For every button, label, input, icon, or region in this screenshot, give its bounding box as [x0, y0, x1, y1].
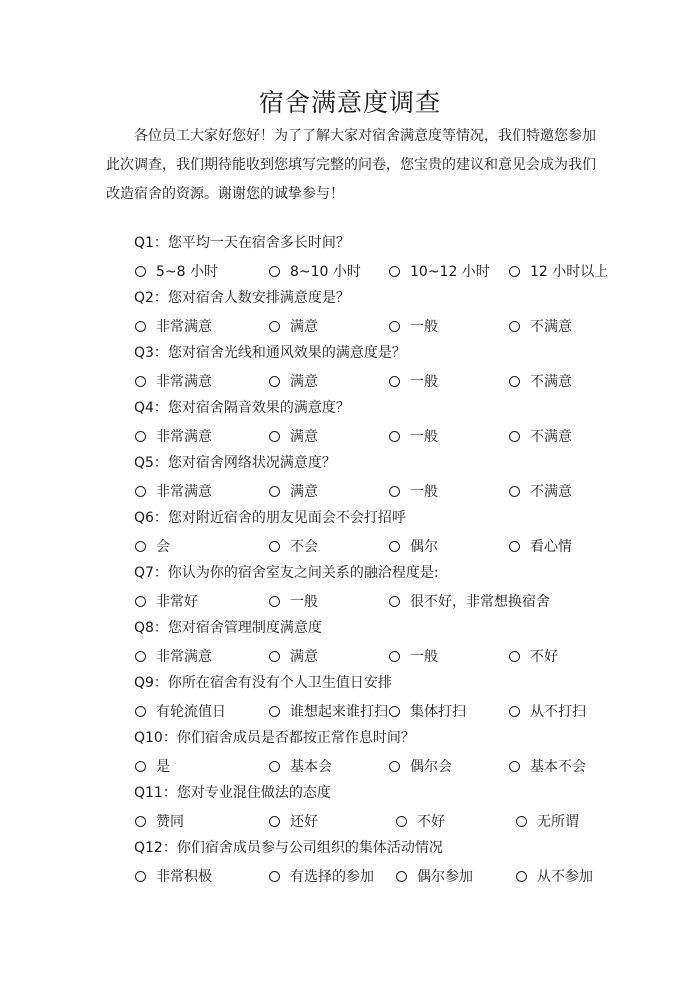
answer-option[interactable] — [509, 315, 572, 337]
answer-option[interactable] — [269, 315, 318, 337]
answer-option[interactable] — [516, 810, 579, 832]
question-text: Q9：你所在宿舍有没有个人卫生值日安排 — [134, 675, 392, 691]
radio-circle-icon[interactable] — [269, 706, 280, 717]
option-label: 偶尔 — [410, 539, 438, 555]
option-label: 有选择的参加 — [290, 869, 374, 885]
question-text: Q11：您对专业混住做法的态度 — [134, 785, 331, 801]
option-label: 非常满意 — [156, 429, 212, 445]
option-label: 满意 — [290, 319, 318, 335]
answer-option[interactable] — [269, 810, 318, 832]
radio-circle-icon[interactable] — [269, 761, 280, 772]
option-label: 集体打扫 — [410, 704, 466, 720]
option-label: 有轮流值日 — [156, 704, 226, 720]
answer-option[interactable] — [389, 645, 438, 667]
intro-paragraph — [106, 122, 600, 209]
answer-option[interactable] — [135, 315, 212, 337]
answer-option[interactable] — [389, 480, 438, 502]
answer-option[interactable] — [516, 865, 593, 887]
option-label: 非常满意 — [156, 319, 212, 335]
radio-circle-icon[interactable] — [516, 816, 527, 827]
question-text: Q4：您对宿舍隔音效果的满意度？ — [134, 400, 350, 416]
radio-circle-icon[interactable] — [389, 376, 400, 387]
answer-option[interactable] — [269, 425, 318, 447]
answer-option[interactable] — [269, 700, 388, 722]
radio-circle-icon[interactable] — [269, 816, 280, 827]
radio-circle-icon[interactable] — [509, 706, 520, 717]
option-label: 5~8 小时 — [156, 264, 218, 280]
answer-options — [132, 810, 612, 832]
radio-circle-icon[interactable] — [509, 651, 520, 662]
answer-option[interactable] — [509, 755, 586, 777]
answer-option[interactable] — [135, 810, 184, 832]
radio-circle-icon[interactable] — [509, 761, 520, 772]
answer-option[interactable] — [509, 645, 558, 667]
question-5 — [132, 452, 612, 507]
answer-option[interactable] — [509, 480, 572, 502]
intro-line: 改造宿舍的资源。谢谢您的诚挚参与！ — [106, 186, 344, 202]
radio-circle-icon[interactable] — [396, 816, 407, 827]
question-6 — [132, 507, 612, 562]
intro-line: 此次调查，我们期待能收到您填写完整的问卷，您宝贵的建议和意见会成为我们 — [106, 157, 596, 173]
radio-circle-icon[interactable] — [135, 266, 146, 277]
radio-circle-icon[interactable] — [135, 761, 146, 772]
option-label: 一般 — [410, 484, 438, 500]
option-label: 满意 — [290, 374, 318, 390]
answer-options — [132, 480, 612, 502]
radio-circle-icon[interactable] — [135, 376, 146, 387]
option-label: 不好 — [530, 649, 558, 665]
answer-option[interactable] — [135, 590, 198, 612]
radio-circle-icon[interactable] — [269, 596, 280, 607]
option-label: 非常积极 — [156, 869, 212, 885]
option-label: 不满意 — [530, 484, 572, 500]
answer-option[interactable] — [269, 535, 318, 557]
answer-option[interactable] — [509, 260, 608, 282]
question-7 — [132, 562, 612, 617]
option-label: 满意 — [290, 649, 318, 665]
radio-circle-icon[interactable] — [269, 321, 280, 332]
answer-option[interactable] — [135, 260, 218, 282]
radio-circle-icon[interactable] — [509, 431, 520, 442]
radio-circle-icon[interactable] — [269, 541, 280, 552]
option-label: 12 小时以上 — [530, 264, 609, 280]
option-label: 基本不会 — [530, 759, 586, 775]
option-label: 不会 — [290, 539, 318, 555]
question-11 — [132, 782, 612, 837]
question-1 — [132, 232, 612, 287]
answer-options — [132, 535, 612, 557]
option-label: 偶尔参加 — [417, 869, 473, 885]
answer-options — [132, 370, 612, 392]
question-10 — [132, 727, 612, 782]
radio-circle-icon[interactable] — [389, 651, 400, 662]
option-label: 不满意 — [530, 429, 572, 445]
radio-circle-icon[interactable] — [135, 486, 146, 497]
answer-option[interactable] — [509, 535, 572, 557]
radio-circle-icon[interactable] — [135, 651, 146, 662]
option-label: 满意 — [290, 484, 318, 500]
answer-option[interactable] — [135, 370, 212, 392]
answer-option[interactable] — [135, 425, 212, 447]
answer-option[interactable] — [269, 260, 361, 282]
option-label: 不满意 — [530, 319, 572, 335]
radio-circle-icon[interactable] — [135, 321, 146, 332]
question-text: Q1：您平均一天在宿舍多长时间？ — [134, 235, 350, 251]
radio-circle-icon[interactable] — [135, 816, 146, 827]
answer-options — [132, 260, 612, 282]
radio-circle-icon[interactable] — [509, 376, 520, 387]
answer-options — [132, 590, 612, 612]
radio-circle-icon[interactable] — [509, 541, 520, 552]
option-label: 谁想起来谁打扫 — [290, 704, 388, 720]
answer-option[interactable] — [135, 535, 170, 557]
answer-options — [132, 865, 612, 887]
answer-option[interactable] — [269, 865, 374, 887]
answer-option[interactable] — [509, 425, 572, 447]
option-label: 非常满意 — [156, 484, 212, 500]
radio-circle-icon[interactable] — [269, 431, 280, 442]
question-text: Q3：您对宿舍光线和通风效果的满意度是？ — [134, 345, 406, 361]
option-label: 看心情 — [530, 539, 572, 555]
option-label: 是 — [156, 759, 170, 775]
answer-options — [132, 425, 612, 447]
radio-circle-icon[interactable] — [389, 431, 400, 442]
option-label: 很不好，非常想换宿舍 — [410, 594, 550, 610]
radio-circle-icon[interactable] — [389, 266, 400, 277]
radio-circle-icon[interactable] — [269, 871, 280, 882]
answer-options — [132, 700, 612, 722]
option-label: 不满意 — [530, 374, 572, 390]
answer-option[interactable] — [389, 535, 438, 557]
answer-option[interactable] — [389, 755, 452, 777]
radio-circle-icon[interactable] — [135, 871, 146, 882]
answer-option[interactable] — [135, 865, 212, 887]
answer-option[interactable] — [509, 370, 572, 392]
answer-option[interactable] — [389, 590, 550, 612]
option-label: 满意 — [290, 429, 318, 445]
option-label: 不好 — [417, 814, 445, 830]
answer-options — [132, 755, 612, 777]
radio-circle-icon[interactable] — [269, 486, 280, 497]
option-label: 非常满意 — [156, 649, 212, 665]
answer-options — [132, 315, 612, 337]
option-label: 8~10 小时 — [290, 264, 361, 280]
answer-option[interactable] — [135, 480, 212, 502]
answer-option[interactable] — [509, 700, 586, 722]
radio-circle-icon[interactable] — [269, 266, 280, 277]
answer-options — [132, 645, 612, 667]
option-label: 赞同 — [156, 814, 184, 830]
option-label: 基本会 — [290, 759, 332, 775]
question-4 — [132, 397, 612, 452]
question-list — [132, 232, 612, 892]
option-label: 偶尔会 — [410, 759, 452, 775]
radio-circle-icon[interactable] — [389, 321, 400, 332]
answer-option[interactable] — [269, 590, 318, 612]
answer-option[interactable] — [135, 700, 226, 722]
question-text: Q6：您对附近宿舍的朋友见面会不会打招呼 — [134, 510, 406, 526]
radio-circle-icon[interactable] — [389, 761, 400, 772]
radio-circle-icon[interactable] — [389, 486, 400, 497]
option-label: 一般 — [410, 374, 438, 390]
answer-option[interactable] — [396, 865, 473, 887]
answer-option[interactable] — [269, 370, 318, 392]
option-label: 从不参加 — [537, 869, 593, 885]
question-text: Q12：你们宿舍成员参与公司组织的集体活动情况 — [134, 840, 443, 856]
option-label: 10~12 小时 — [410, 264, 490, 280]
answer-option[interactable] — [389, 700, 466, 722]
answer-option[interactable] — [396, 810, 445, 832]
option-label: 一般 — [410, 649, 438, 665]
answer-option[interactable] — [389, 260, 490, 282]
radio-circle-icon[interactable] — [269, 651, 280, 662]
question-12 — [132, 837, 612, 892]
option-label: 非常满意 — [156, 374, 212, 390]
answer-option[interactable] — [135, 755, 170, 777]
question-9 — [132, 672, 612, 727]
question-text: Q8：您对宿舍管理制度满意度 — [134, 620, 322, 636]
answer-option[interactable] — [389, 425, 438, 447]
radio-circle-icon[interactable] — [516, 871, 527, 882]
option-label: 会 — [156, 539, 170, 555]
question-3 — [132, 342, 612, 397]
option-label: 一般 — [410, 319, 438, 335]
question-text: Q7：你认为你的宿舍室友之间关系的融洽程度是: — [134, 565, 439, 581]
radio-circle-icon[interactable] — [396, 871, 407, 882]
radio-circle-icon[interactable] — [135, 431, 146, 442]
radio-circle-icon[interactable] — [509, 486, 520, 497]
answer-option[interactable] — [389, 370, 438, 392]
question-8 — [132, 617, 612, 672]
question-text: Q5：您对宿舍网络状况满意度？ — [134, 455, 336, 471]
option-label: 非常好 — [156, 594, 198, 610]
radio-circle-icon[interactable] — [135, 706, 146, 717]
answer-option[interactable] — [269, 480, 318, 502]
radio-circle-icon[interactable] — [389, 596, 400, 607]
radio-circle-icon[interactable] — [509, 321, 520, 332]
question-text: Q2：您对宿舍人数安排满意度是？ — [134, 290, 350, 306]
option-label: 从不打扫 — [530, 704, 586, 720]
page-title: 宿舍满意度调查 — [258, 88, 441, 117]
radio-circle-icon[interactable] — [389, 541, 400, 552]
option-label: 一般 — [290, 594, 318, 610]
radio-circle-icon[interactable] — [509, 266, 520, 277]
question-text: Q10：你们宿舍成员是否都按正常作息时间？ — [134, 730, 415, 746]
answer-option[interactable] — [269, 645, 318, 667]
radio-circle-icon[interactable] — [135, 541, 146, 552]
answer-option[interactable] — [269, 755, 332, 777]
option-label: 还好 — [290, 814, 318, 830]
intro-line: 各位员工大家好您好！为了了解大家对宿舍满意度等情况，我们特邀您参加 — [134, 128, 596, 144]
radio-circle-icon[interactable] — [389, 706, 400, 717]
answer-option[interactable] — [135, 645, 212, 667]
option-label: 无所谓 — [537, 814, 579, 830]
answer-option[interactable] — [389, 315, 438, 337]
question-2 — [132, 287, 612, 342]
radio-circle-icon[interactable] — [269, 376, 280, 387]
radio-circle-icon[interactable] — [135, 596, 146, 607]
option-label: 一般 — [410, 429, 438, 445]
